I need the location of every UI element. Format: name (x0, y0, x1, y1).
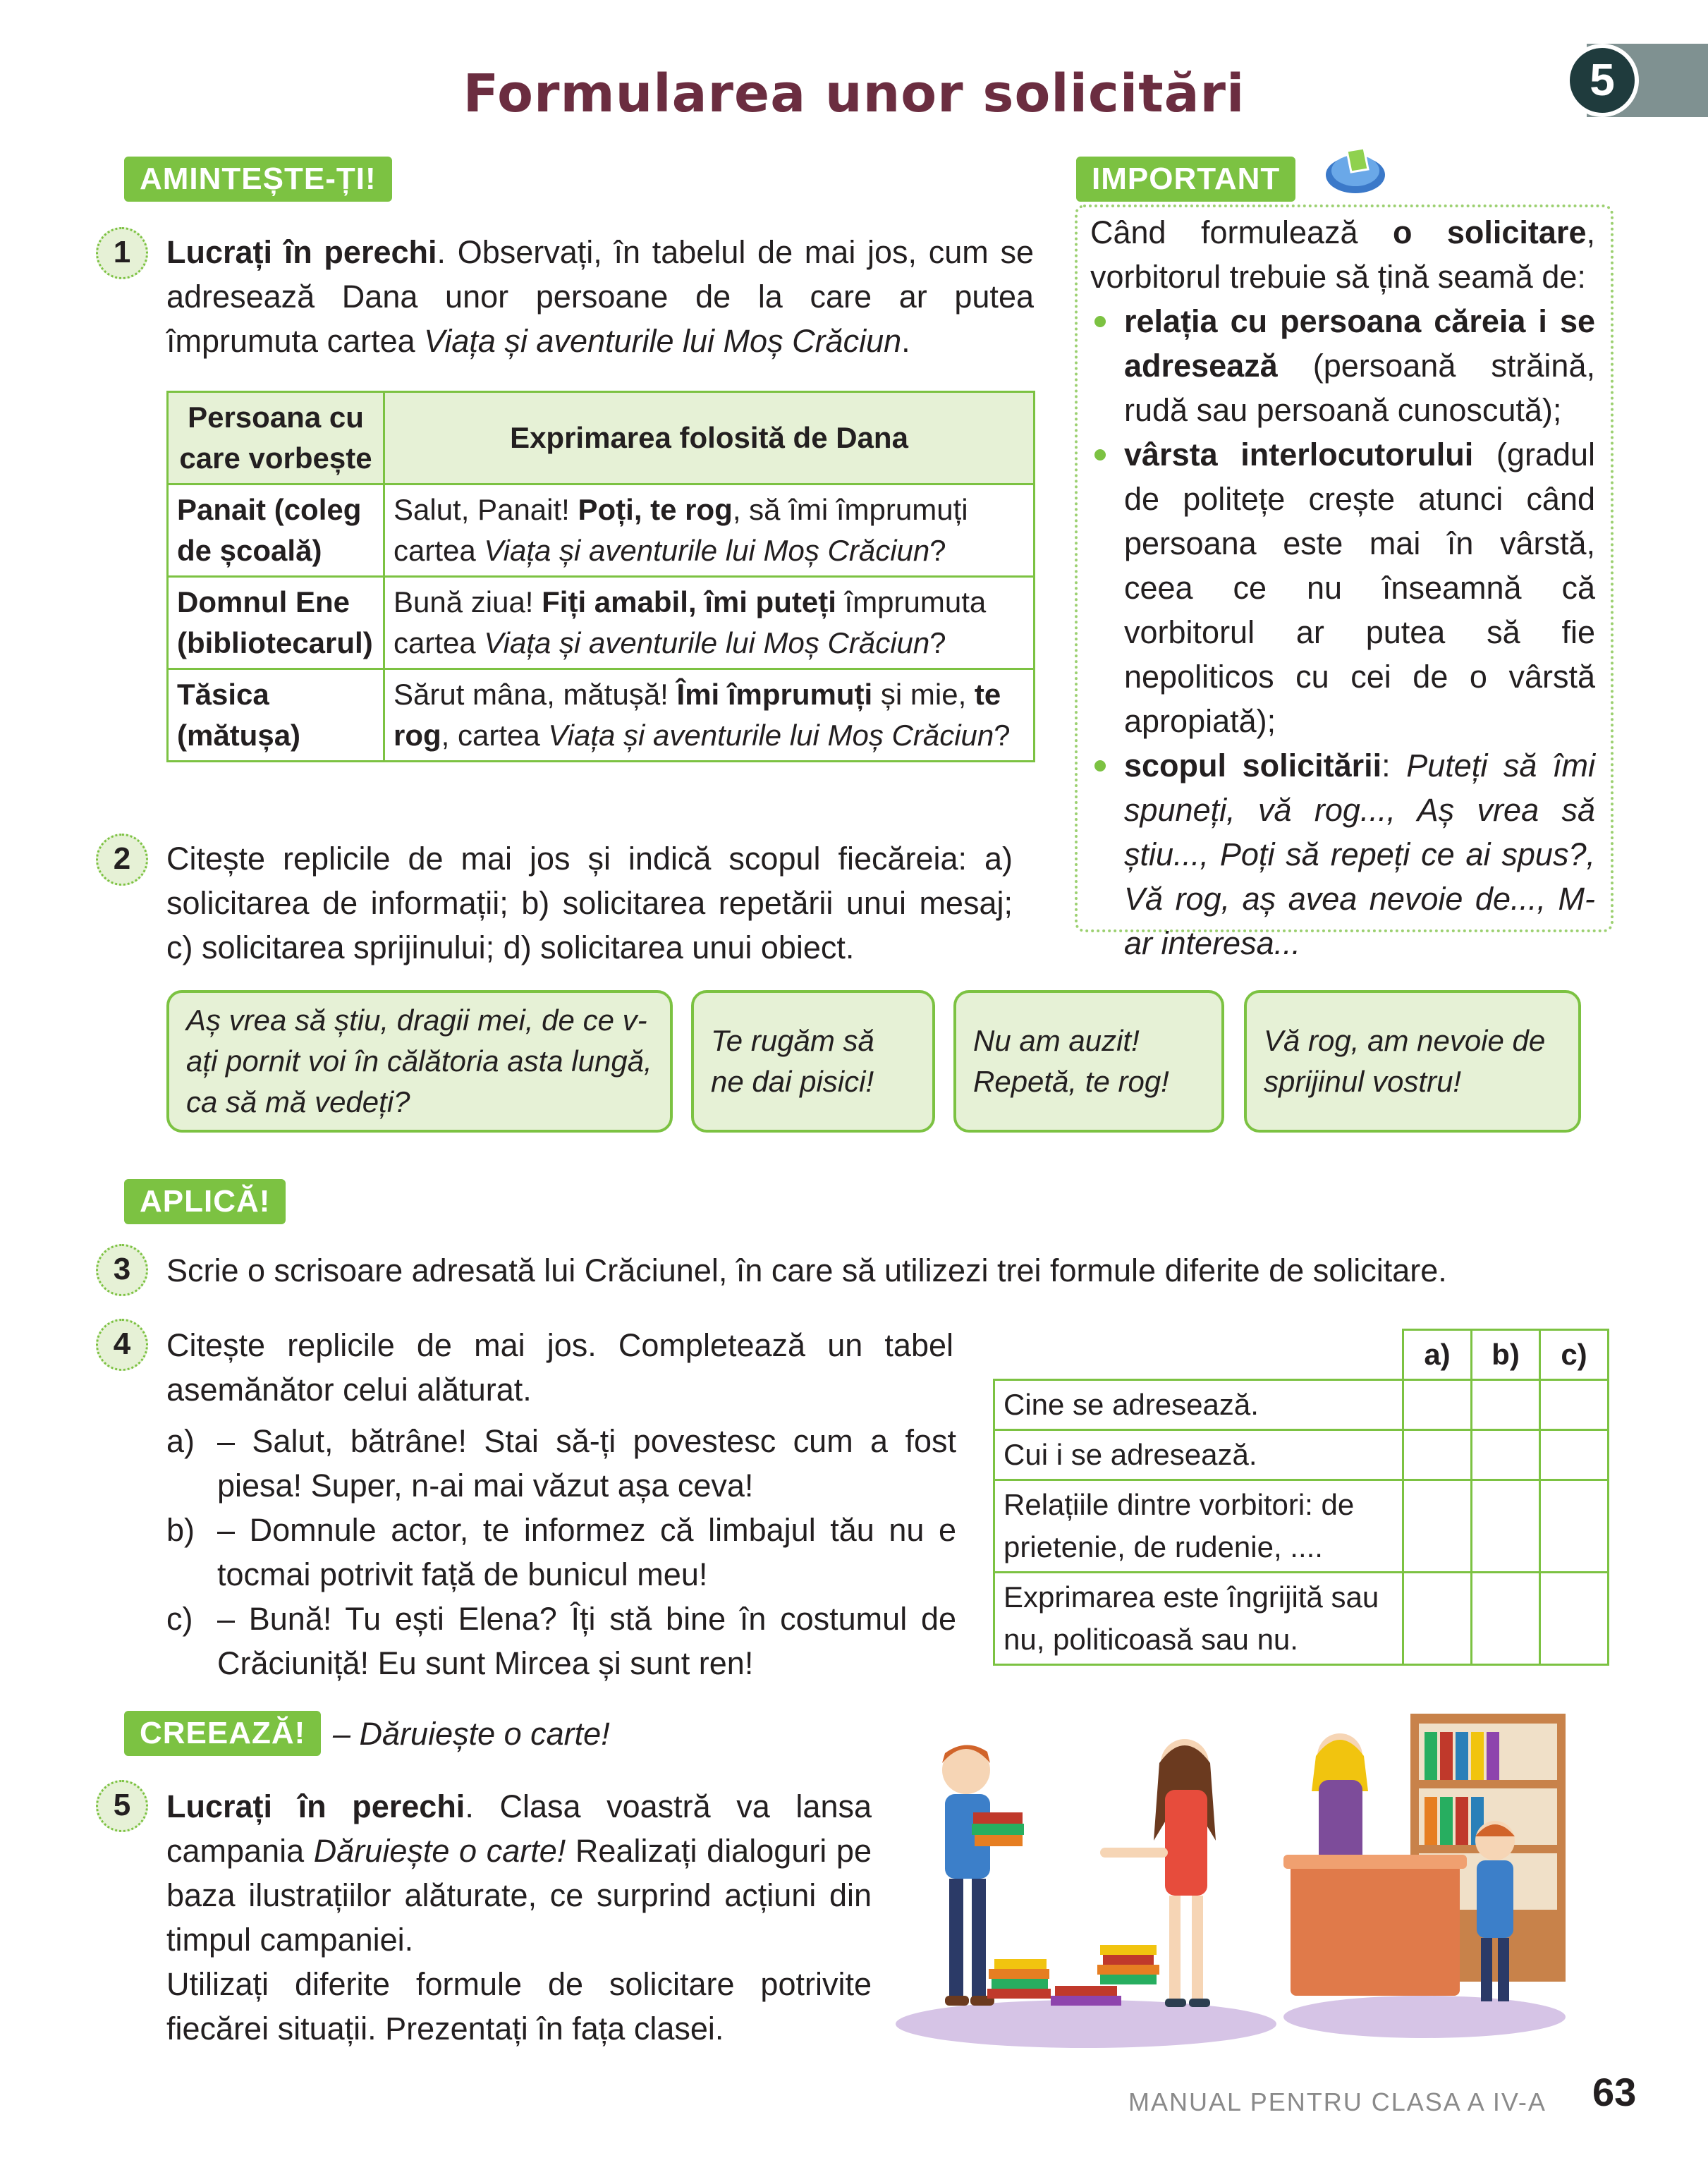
list-item (1090, 743, 1595, 965)
table-cell-person: Tăsica (mătușa) (168, 669, 384, 762)
exercise-number: 1 (96, 227, 148, 279)
table-cell (1540, 1480, 1609, 1573)
list-item (166, 1597, 956, 1685)
speech-bubble: Vă rog, am nevoie de sprijinul vostru! (1244, 990, 1581, 1133)
table-cell (1403, 1480, 1472, 1573)
page-title: Formularea unor solicitări (463, 63, 1245, 124)
item-label: a) (166, 1423, 195, 1459)
page-number: 63 (1592, 2070, 1637, 2114)
bullet-text: : (1381, 748, 1407, 783)
campaign-name: Dăruiește o carte! (313, 1833, 566, 1869)
important-content (1090, 210, 1595, 965)
floor-shadow (1283, 1996, 1566, 2038)
table-row-label: Cine se adresează. (994, 1380, 1403, 1430)
expression-part: împrumuta cartea (394, 585, 987, 659)
table-cell-expression (384, 577, 1035, 669)
important-list (1090, 299, 1595, 965)
table-header-row (168, 392, 1035, 484)
apply-tag: APLICĂ! (124, 1179, 286, 1224)
important-tag: IMPORTANT (1076, 157, 1295, 202)
exercise-number: 3 (96, 1244, 148, 1296)
library-desk (1291, 1862, 1460, 1996)
intro-text: , vorbitorul trebuie să țină seamă de: (1090, 214, 1595, 295)
table-row (994, 1480, 1609, 1573)
bullet-text: (gradul de politețe crește atunci când persoana este mai în vârstă, ceea ce nu înseamnă că vorbitorul ar putea să fie nepoliticos cu cei de o vârstă apropiată); (1124, 437, 1596, 739)
book-title: Viața și aventurile lui Moș Crăciun (484, 626, 930, 659)
list-item (166, 1419, 956, 1508)
table-row (994, 1573, 1609, 1665)
analysis-table (993, 1329, 1609, 1666)
exercise-2-text: Citește replicile de mai jos și indică scopul fiecăreia: a) solicitarea de informații; b) solicitarea repetării unui mesaj; c) solicitarea sprijinului; d) solicitarea unui obiect. (166, 841, 1013, 965)
table-cell (1540, 1380, 1609, 1430)
floor-shadow (896, 2000, 1276, 2048)
table-corner (994, 1330, 1403, 1380)
speech-bubble: Aș vrea să știu, dragii mei, de ce v-ați pornit voi în călătoria asta lungă, ca să mă vedeți? (166, 990, 673, 1133)
dana-expressions-table (166, 391, 1035, 762)
exercise-5-text (166, 1784, 872, 2051)
exercise-4-text: Citește replicile de mai jos. Completează un tabel asemănător celui alăturat. (166, 1327, 953, 1408)
item-label: b) (166, 1512, 195, 1548)
expression-bold: Poți, te rog (578, 493, 733, 526)
expression-part: ? (929, 626, 946, 659)
table-cell-person: Panait (coleg de școală) (168, 484, 384, 577)
important-intro (1090, 210, 1595, 299)
expression-part: și mie, (872, 678, 975, 711)
table-cell (1472, 1573, 1540, 1665)
table-cell (1403, 1380, 1472, 1430)
list-item (1090, 299, 1595, 432)
chapter-number: 5 (1566, 44, 1639, 117)
table-cell-expression (384, 484, 1035, 577)
table-row (168, 669, 1035, 762)
table-cell-person: Domnul Ene (bibliotecarul) (168, 577, 384, 669)
exercise-5-lead: Lucrați în perechi (166, 1788, 465, 1824)
table-row (168, 577, 1035, 669)
table-cell (1472, 1380, 1540, 1430)
speech-bubble: Te rugăm să ne dai pisici! (691, 990, 935, 1133)
item-text: – Domnule actor, te informez că limbajul tău nu e tocmai potrivit față de bunicul meu! (217, 1512, 956, 1592)
table-cell (1403, 1430, 1472, 1480)
table-row-label: Exprimarea este îngrijită sau nu, politicoasă sau nu. (994, 1573, 1403, 1665)
expression-part: Salut, Panait! (394, 493, 578, 526)
table-row-label: Cui i se adresează. (994, 1430, 1403, 1480)
footer-text: MANUAL PENTRU CLASA A IV-A (1128, 2087, 1547, 2116)
exercise-1-text (166, 230, 1034, 363)
librarian-figure (1312, 1733, 1368, 1865)
expression-part: ? (994, 719, 1011, 752)
exercise-1-lead: Lucrați în perechi (166, 234, 437, 270)
table-cell (1403, 1573, 1472, 1665)
item-text: – Bună! Tu ești Elena? Îți stă bine în costumul de Crăciuniță! Eu sunt Mircea și sunt ren! (217, 1601, 956, 1681)
expression-part: ? (929, 534, 946, 567)
book-title: Viața și aventurile lui Moș Crăciun (484, 534, 930, 567)
create-tag: CREEAZĂ! (124, 1711, 321, 1756)
list-item (1090, 432, 1595, 743)
exercise-number: 4 (96, 1319, 148, 1371)
exercise-4-replies (166, 1419, 956, 1685)
desk-top (1283, 1855, 1467, 1869)
expression-bold: Fiți amabil, îmi puteți (542, 585, 836, 618)
table-cell (1540, 1573, 1609, 1665)
exercise-number: 5 (96, 1780, 148, 1832)
intro-bold: o solicitare (1392, 214, 1587, 250)
speech-bubble: Nu am auzit! Repetă, te rog! (953, 990, 1224, 1133)
table-cell (1472, 1480, 1540, 1573)
exercise-5-body: Utilizați diferite formule de solicitare potrivite fiecărei situații. Prezentați în fața clasei. (166, 1966, 872, 2047)
exercise-5-body: Realizați dialoguri pe baza ilustrațiilor alăturate, ce surprind acțiuni din timpul campaniei. (166, 1833, 872, 1958)
table-header: Persoana cu care vorbește (168, 392, 384, 484)
table-header-row (994, 1330, 1609, 1380)
intro-text: Când formulează (1090, 214, 1393, 250)
table-row (168, 484, 1035, 577)
item-label: c) (166, 1601, 193, 1637)
table-cell (1540, 1430, 1609, 1480)
item-text: – Salut, bătrâne! Stai să-ți povestesc cum a fost piesa! Super, n-ai mai văzut așa ceva! (217, 1423, 956, 1504)
exercise-5-body: . Clasa voastră va lansa campania (166, 1788, 872, 1869)
table-header: c) (1540, 1330, 1609, 1380)
book-title: Viața și aventurile lui Moș Crăciun (424, 323, 902, 359)
table-cell (1472, 1430, 1540, 1480)
remember-tag: AMINTEȘTE-ȚI! (124, 157, 392, 202)
table-row (994, 1430, 1609, 1480)
bullet-text: (persoană străină, rudă sau persoană cunoscută); (1124, 348, 1595, 428)
expression-bold: Îmi împrumuți (676, 678, 873, 711)
expression-part: , să îmi împrumuți cartea (394, 493, 968, 567)
exercise-3-text: Scrie o scrisoare adresată lui Crăciunel, în care să utilizezi trei formule diferite de solicitare. (166, 1252, 1447, 1288)
book-title: Viața și aventurile lui Moș Crăciun (548, 719, 994, 752)
bullet-bold: relația cu persoana căreia i se adresează (1124, 303, 1595, 384)
bullet-italic: Puteți să îmi spuneți, vă rog..., Aș vrea să știu..., Poți să repeți ce ai spus?, Vă rog, aș avea nevoie de..., M-ar interesa... (1124, 748, 1595, 961)
bullet-bold: scopul solicitării (1124, 748, 1382, 783)
expression-part: Bună ziua! (394, 585, 542, 618)
book-piles (987, 1945, 1159, 2006)
exercise-1-end: . (901, 323, 910, 359)
expression-bold: te rog (394, 678, 1001, 752)
important-badge-icon (1323, 138, 1388, 196)
exercise-1-body: . Observați, în tabelul de mai jos, cum se adresează Dana unor persoane de la care ar putea împrumuta cartea (166, 234, 1034, 359)
table-cell-expression (384, 669, 1035, 762)
table-header: b) (1472, 1330, 1540, 1380)
table-header: Exprimarea folosită de Dana (384, 392, 1035, 484)
bullet-bold: vârsta interlocutorului (1124, 437, 1474, 472)
campaign-illustration (889, 1707, 1580, 2059)
table-header: a) (1403, 1330, 1472, 1380)
expression-part: , cartea (441, 719, 549, 752)
exercise-number: 2 (96, 834, 148, 886)
expression-part: Sărut mâna, mătușă! (394, 678, 677, 711)
list-item (166, 1508, 956, 1597)
table-row-label: Relațiile dintre vorbitori: de prietenie, de rudenie, .... (994, 1480, 1403, 1573)
table-row (994, 1380, 1609, 1430)
create-subtitle: – Dăruiește o carte! (333, 1716, 610, 1752)
